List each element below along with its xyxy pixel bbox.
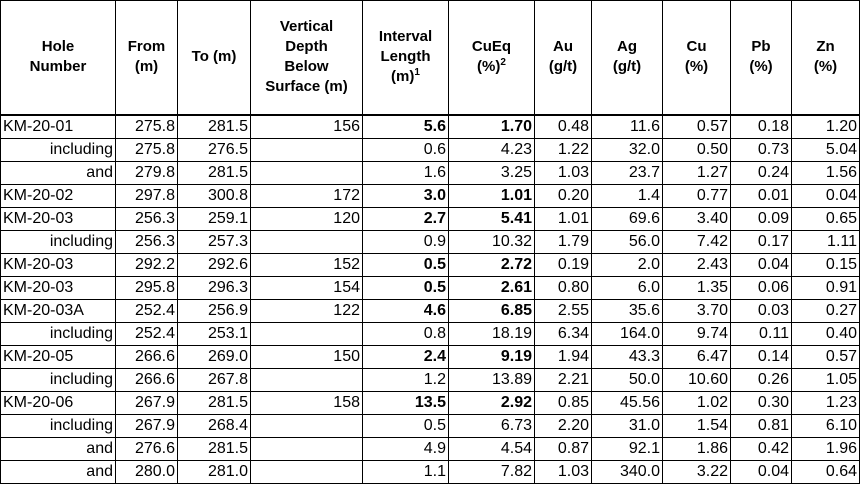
cell-au: 1.03 [535, 161, 592, 184]
cell-hole-number: KM-20-06 [1, 391, 116, 414]
header-pb: Pb (%) [731, 1, 792, 115]
cell-cueq: 2.72 [449, 253, 535, 276]
cell-vertical-depth [251, 460, 363, 483]
table-row [1, 230, 860, 253]
header-cu: Cu (%) [663, 1, 731, 115]
cell-hole-number: KM-20-02 [1, 184, 116, 207]
cell-to: 281.5 [178, 437, 251, 460]
cell-to: 257.3 [178, 230, 251, 253]
cell-hole-number: including [1, 322, 116, 345]
table-row [1, 460, 860, 483]
cell-vertical-depth [251, 437, 363, 460]
cell-au: 0.85 [535, 391, 592, 414]
cell-interval-length: 0.9 [363, 230, 449, 253]
cell-pb: 0.18 [731, 115, 792, 139]
cell-ag: 69.6 [592, 207, 663, 230]
cell-pb: 0.03 [731, 299, 792, 322]
cell-to: 281.5 [178, 391, 251, 414]
cell-to: 269.0 [178, 345, 251, 368]
cell-zn: 0.64 [792, 460, 860, 483]
cell-vertical-depth [251, 322, 363, 345]
header-cueq: CuEq (%)$^2$ [449, 1, 535, 115]
cell-hole-number: including [1, 138, 116, 161]
cell-cueq: 2.92 [449, 391, 535, 414]
cell-ag: 23.7 [592, 161, 663, 184]
cell-from: 266.6 [116, 368, 178, 391]
cell-ag: 6.0 [592, 276, 663, 299]
cell-cu: 10.60 [663, 368, 731, 391]
cell-zn: 0.57 [792, 345, 860, 368]
cell-pb: 0.81 [731, 414, 792, 437]
cell-pb: 0.17 [731, 230, 792, 253]
cell-from: 256.3 [116, 230, 178, 253]
cell-to: 267.8 [178, 368, 251, 391]
cell-pb: 0.30 [731, 391, 792, 414]
cell-to: 281.0 [178, 460, 251, 483]
cell-vertical-depth: 158 [251, 391, 363, 414]
cell-from: 252.4 [116, 322, 178, 345]
cell-ag: 164.0 [592, 322, 663, 345]
cell-cueq: 1.01 [449, 184, 535, 207]
cell-pb: 0.14 [731, 345, 792, 368]
cell-interval-length: 4.9 [363, 437, 449, 460]
cell-zn: 0.40 [792, 322, 860, 345]
cell-hole-number: KM-20-03A [1, 299, 116, 322]
cell-ag: 32.0 [592, 138, 663, 161]
header-from: From (m) [116, 1, 178, 115]
cell-cu: 0.57 [663, 115, 731, 139]
cell-au: 6.34 [535, 322, 592, 345]
cell-interval-length: 1.6 [363, 161, 449, 184]
header-zn: Zn (%) [792, 1, 860, 115]
cell-au: 2.55 [535, 299, 592, 322]
cell-au: 2.21 [535, 368, 592, 391]
cell-interval-length: 0.5 [363, 253, 449, 276]
cell-to: 300.8 [178, 184, 251, 207]
cell-from: 252.4 [116, 299, 178, 322]
cell-cueq: 4.54 [449, 437, 535, 460]
cell-vertical-depth: 152 [251, 253, 363, 276]
cell-zn: 5.04 [792, 138, 860, 161]
cell-pb: 0.04 [731, 253, 792, 276]
cell-from: 275.8 [116, 115, 178, 139]
table-row [1, 276, 860, 299]
cell-pb: 0.09 [731, 207, 792, 230]
cell-zn: 0.04 [792, 184, 860, 207]
cell-hole-number: including [1, 230, 116, 253]
cell-hole-number: and [1, 460, 116, 483]
cell-interval-length: 2.4 [363, 345, 449, 368]
cell-cueq: 13.89 [449, 368, 535, 391]
cell-from: 276.6 [116, 437, 178, 460]
cell-au: 1.22 [535, 138, 592, 161]
cell-cu: 1.54 [663, 414, 731, 437]
cell-interval-length: 0.5 [363, 414, 449, 437]
header-to: To (m) [178, 1, 251, 115]
cell-interval-length: 2.7 [363, 207, 449, 230]
cell-cu: 1.02 [663, 391, 731, 414]
cell-vertical-depth [251, 138, 363, 161]
cell-interval-length: 0.5 [363, 276, 449, 299]
cell-cueq: 7.82 [449, 460, 535, 483]
cell-from: 297.8 [116, 184, 178, 207]
cell-from: 275.8 [116, 138, 178, 161]
cell-cueq: 4.23 [449, 138, 535, 161]
cell-cueq: 1.70 [449, 115, 535, 139]
cell-pb: 0.04 [731, 460, 792, 483]
cell-pb: 0.11 [731, 322, 792, 345]
cell-au: 1.94 [535, 345, 592, 368]
cell-au: 0.20 [535, 184, 592, 207]
table-row [1, 299, 860, 322]
cell-vertical-depth: 154 [251, 276, 363, 299]
cell-cu: 6.47 [663, 345, 731, 368]
cell-pb: 0.42 [731, 437, 792, 460]
cell-from: 280.0 [116, 460, 178, 483]
cell-ag: 2.0 [592, 253, 663, 276]
cell-vertical-depth: 150 [251, 345, 363, 368]
table-row [1, 161, 860, 184]
cell-vertical-depth [251, 368, 363, 391]
table-row [1, 368, 860, 391]
cell-au: 0.87 [535, 437, 592, 460]
cell-cu: 1.35 [663, 276, 731, 299]
cell-cueq: 10.32 [449, 230, 535, 253]
cell-ag: 340.0 [592, 460, 663, 483]
cell-to: 276.5 [178, 138, 251, 161]
cell-cueq: 9.19 [449, 345, 535, 368]
cell-vertical-depth: 172 [251, 184, 363, 207]
cell-cu: 7.42 [663, 230, 731, 253]
cell-zn: 1.23 [792, 391, 860, 414]
cell-vertical-depth: 120 [251, 207, 363, 230]
table-row [1, 345, 860, 368]
cell-au: 1.79 [535, 230, 592, 253]
cell-hole-number: KM-20-03 [1, 276, 116, 299]
cell-to: 281.5 [178, 115, 251, 139]
cell-hole-number: including [1, 414, 116, 437]
cell-interval-length: 4.6 [363, 299, 449, 322]
cell-interval-length: 1.2 [363, 368, 449, 391]
table-row [1, 138, 860, 161]
cell-cueq: 6.73 [449, 414, 535, 437]
table-row [1, 253, 860, 276]
cell-interval-length: 3.0 [363, 184, 449, 207]
header-row [1, 1, 860, 115]
cell-cu: 3.40 [663, 207, 731, 230]
cell-from: 256.3 [116, 207, 178, 230]
cell-cu: 3.22 [663, 460, 731, 483]
cell-vertical-depth [251, 230, 363, 253]
cell-au: 0.19 [535, 253, 592, 276]
cell-cueq: 3.25 [449, 161, 535, 184]
table-row [1, 322, 860, 345]
cell-interval-length: 1.1 [363, 460, 449, 483]
footnote-marker: 2 [500, 57, 506, 69]
header-au: Au (g/t) [535, 1, 592, 115]
cell-pb: 0.06 [731, 276, 792, 299]
cell-ag: 35.6 [592, 299, 663, 322]
cell-zn: 0.91 [792, 276, 860, 299]
cell-vertical-depth: 122 [251, 299, 363, 322]
cell-au: 2.20 [535, 414, 592, 437]
cell-ag: 11.6 [592, 115, 663, 139]
cell-cueq: 6.85 [449, 299, 535, 322]
assay-table-body [1, 115, 860, 484]
cell-hole-number: KM-20-03 [1, 253, 116, 276]
cell-hole-number: KM-20-03 [1, 207, 116, 230]
cell-zn: 1.20 [792, 115, 860, 139]
cell-zn: 6.10 [792, 414, 860, 437]
cell-au: 0.48 [535, 115, 592, 139]
cell-cu: 1.27 [663, 161, 731, 184]
cell-ag: 1.4 [592, 184, 663, 207]
cell-cu: 3.70 [663, 299, 731, 322]
cell-zn: 1.11 [792, 230, 860, 253]
cell-to: 281.5 [178, 161, 251, 184]
table-row [1, 414, 860, 437]
cell-hole-number: including [1, 368, 116, 391]
cell-from: 292.2 [116, 253, 178, 276]
cell-interval-length: 0.6 [363, 138, 449, 161]
cell-pb: 0.26 [731, 368, 792, 391]
cell-vertical-depth [251, 161, 363, 184]
cell-to: 296.3 [178, 276, 251, 299]
cell-cu: 9.74 [663, 322, 731, 345]
cell-ag: 31.0 [592, 414, 663, 437]
table-row [1, 391, 860, 414]
cell-hole-number: KM-20-05 [1, 345, 116, 368]
cell-to: 256.9 [178, 299, 251, 322]
footnote-marker: 1 [414, 67, 420, 79]
cell-au: 1.03 [535, 460, 592, 483]
cell-au: 0.80 [535, 276, 592, 299]
cell-to: 268.4 [178, 414, 251, 437]
cell-to: 259.1 [178, 207, 251, 230]
cell-to: 253.1 [178, 322, 251, 345]
cell-cu: 0.50 [663, 138, 731, 161]
cell-cueq: 5.41 [449, 207, 535, 230]
header-ag: Ag (g/t) [592, 1, 663, 115]
cell-from: 267.9 [116, 391, 178, 414]
cell-zn: 0.27 [792, 299, 860, 322]
header-hole-number: Hole Number [1, 1, 116, 115]
cell-ag: 92.1 [592, 437, 663, 460]
cell-pb: 0.73 [731, 138, 792, 161]
cell-au: 1.01 [535, 207, 592, 230]
cell-ag: 45.56 [592, 391, 663, 414]
cell-cu: 2.43 [663, 253, 731, 276]
cell-cueq: 18.19 [449, 322, 535, 345]
table-row [1, 437, 860, 460]
cell-interval-length: 5.6 [363, 115, 449, 139]
cell-pb: 0.24 [731, 161, 792, 184]
cell-ag: 43.3 [592, 345, 663, 368]
cell-zn: 0.15 [792, 253, 860, 276]
cell-cu: 0.77 [663, 184, 731, 207]
cell-cueq: 2.61 [449, 276, 535, 299]
cell-pb: 0.01 [731, 184, 792, 207]
cell-from: 267.9 [116, 414, 178, 437]
cell-zn: 1.96 [792, 437, 860, 460]
cell-from: 295.8 [116, 276, 178, 299]
cell-ag: 56.0 [592, 230, 663, 253]
cell-zn: 0.65 [792, 207, 860, 230]
header-interval-length: Interval Length $(m)^1$ [363, 1, 449, 115]
cell-vertical-depth: 156 [251, 115, 363, 139]
cell-cu: 1.86 [663, 437, 731, 460]
cell-hole-number: and [1, 161, 116, 184]
cell-hole-number: and [1, 437, 116, 460]
cell-hole-number: KM-20-01 [1, 115, 116, 139]
header-vertical-depth: Vertical Depth Below Surface (m) [251, 1, 363, 115]
cell-from: 266.6 [116, 345, 178, 368]
cell-ag: 50.0 [592, 368, 663, 391]
table-row [1, 184, 860, 207]
cell-to: 292.6 [178, 253, 251, 276]
cell-zn: 1.56 [792, 161, 860, 184]
cell-from: 279.8 [116, 161, 178, 184]
table-row [1, 115, 860, 139]
cell-zn: 1.05 [792, 368, 860, 391]
cell-interval-length: 0.8 [363, 322, 449, 345]
cell-vertical-depth [251, 414, 363, 437]
table-row [1, 207, 860, 230]
cell-interval-length: 13.5 [363, 391, 449, 414]
